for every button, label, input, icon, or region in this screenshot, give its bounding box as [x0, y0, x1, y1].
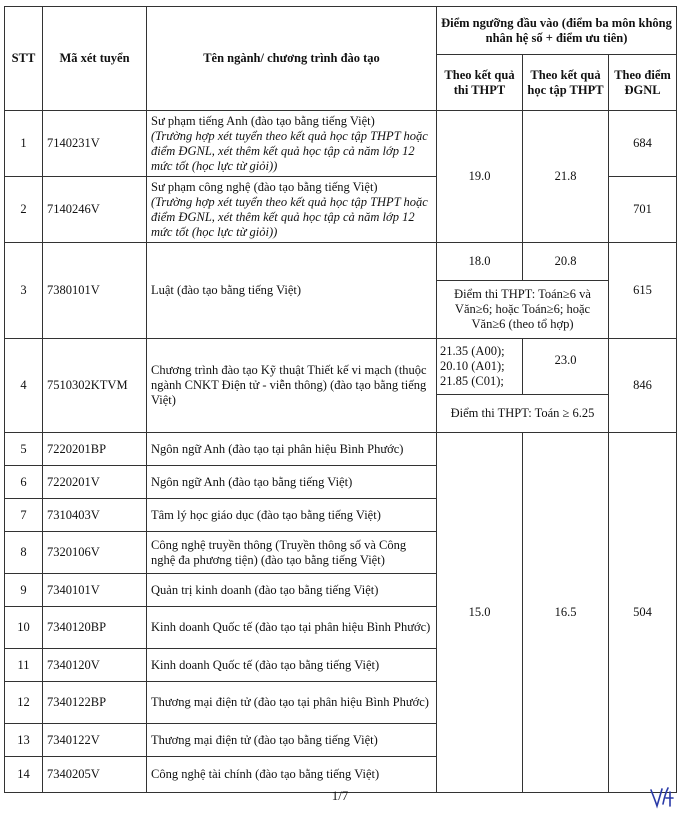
row-stt: 10 — [5, 607, 43, 649]
row-code: 7340120V — [43, 649, 147, 682]
row-code: 7220201BP — [43, 433, 147, 466]
program-name: Sư phạm tiếng Anh (đào tạo bằng tiếng Việt) — [151, 113, 375, 128]
row-stt: 3 — [5, 243, 43, 339]
row-code: 7220201V — [43, 466, 147, 499]
program-note: (Trường hợp xét tuyển theo kết quả học tập THPT hoặc điểm ĐGNL, xét thêm kết quả học tập cả năm lớp 12 mức tốt (học lực từ giỏi)) — [151, 128, 428, 173]
score-thpt-by-combination — [437, 339, 523, 395]
row-program: Ngôn ngữ Anh (đào tạo tại phân hiệu Bình Phước) — [147, 433, 437, 466]
table-row — [5, 243, 677, 281]
program-note: (Trường hợp xét tuyển theo kết quả học tập THPT hoặc điểm ĐGNL, xét thêm kết quả học tập cả năm lớp 12 mức tốt (học lực từ giỏi)) — [151, 194, 428, 239]
page-number: 1/7 — [331, 788, 349, 803]
row-code: 7310403V — [43, 499, 147, 532]
row-program: Chương trình đào tạo Kỹ thuật Thiết kế vi mạch (thuộc ngành CNKT Điện tử - viễn thông) (đào tạo bằng tiếng Việt) — [147, 339, 437, 433]
score-thpt: 19.0 — [437, 111, 523, 243]
row-code: 7340122V — [43, 724, 147, 757]
row-program — [147, 177, 437, 243]
score-thpt: 15.0 — [437, 433, 523, 793]
row-stt: 11 — [5, 649, 43, 682]
row-program: Quản trị kinh doanh (đào tạo bằng tiếng Việt) — [147, 574, 437, 607]
row-program: Công nghệ tài chính (đào tạo bằng tiếng Việt) — [147, 757, 437, 793]
row-code: 7340101V — [43, 574, 147, 607]
row-stt: 12 — [5, 682, 43, 724]
score-dgnl: 701 — [609, 177, 677, 243]
row-program — [147, 111, 437, 177]
program-name: Sư phạm công nghệ (đào tạo bằng tiếng Việt) — [151, 179, 378, 194]
row-program: Tâm lý học giáo dục (đào tạo bằng tiếng Việt) — [147, 499, 437, 532]
table-row — [5, 433, 677, 466]
row-code: 7140231V — [43, 111, 147, 177]
row-program: Công nghệ truyền thông (Truyền thông số và Công nghệ đa phương tiện) (đào tạo bằng tiếng Việt) — [147, 532, 437, 574]
row-stt: 7 — [5, 499, 43, 532]
row-stt: 2 — [5, 177, 43, 243]
row-program: Thương mại điện tử (đào tạo tại phân hiệu Bình Phước) — [147, 682, 437, 724]
score-hoctap: 16.5 — [523, 433, 609, 793]
row-program: Luật (đào tạo bằng tiếng Việt) — [147, 243, 437, 339]
score-dgnl: 846 — [609, 339, 677, 433]
row-code: 7320106V — [43, 532, 147, 574]
row-code: 7380101V — [43, 243, 147, 339]
row-program: Kinh doanh Quốc tế (đào tạo bằng tiếng Việt) — [147, 649, 437, 682]
score-hoctap: 21.8 — [523, 111, 609, 243]
score-hoctap: 23.0 — [523, 339, 609, 395]
header-thpt: Theo kết quả thi THPT — [437, 55, 523, 111]
header-threshold: Điểm ngưỡng đầu vào (điểm ba môn không nhân hệ số + điểm ưu tiên) — [437, 7, 677, 55]
row-code: 7340120BP — [43, 607, 147, 649]
score-dgnl: 615 — [609, 243, 677, 339]
row-code: 7340122BP — [43, 682, 147, 724]
header-program: Tên ngành/ chương trình đào tạo — [147, 7, 437, 111]
score-thpt: 18.0 — [437, 243, 523, 281]
row-stt: 6 — [5, 466, 43, 499]
row-code: 7140246V — [43, 177, 147, 243]
initials-signature — [648, 784, 676, 810]
thpt-condition: Điểm thi THPT: Toán ≥ 6.25 — [437, 395, 609, 433]
thpt-condition: Điểm thi THPT: Toán≥6 và Văn≥6; hoặc Toán≥6; hoặc Văn≥6 (theo tổ hợp) — [437, 281, 609, 339]
score-hoctap: 20.8 — [523, 243, 609, 281]
row-stt: 8 — [5, 532, 43, 574]
score-a00: 21.35 (A00); — [440, 344, 505, 358]
header-code: Mã xét tuyển — [43, 7, 147, 111]
header-hoctap: Theo kết quả học tập THPT — [523, 55, 609, 111]
header-stt: STT — [5, 7, 43, 111]
score-dgnl: 684 — [609, 111, 677, 177]
row-code: 7340205V — [43, 757, 147, 793]
table-row — [5, 111, 677, 177]
score-dgnl: 504 — [609, 433, 677, 793]
row-program: Kinh doanh Quốc tế (đào tạo tại phân hiệu Bình Phước) — [147, 607, 437, 649]
row-stt: 13 — [5, 724, 43, 757]
row-stt: 4 — [5, 339, 43, 433]
table-row — [5, 339, 677, 395]
score-c01: 21.85 (C01); — [440, 374, 504, 388]
row-stt: 1 — [5, 111, 43, 177]
admission-threshold-table — [4, 6, 677, 793]
row-program: Ngôn ngữ Anh (đào tạo bằng tiếng Việt) — [147, 466, 437, 499]
header-dgnl: Theo điểm ĐGNL — [609, 55, 677, 111]
row-stt: 5 — [5, 433, 43, 466]
row-stt: 9 — [5, 574, 43, 607]
row-program: Thương mại điện tử (đào tạo bằng tiếng Việt) — [147, 724, 437, 757]
row-stt: 14 — [5, 757, 43, 793]
row-code: 7510302KTVM — [43, 339, 147, 433]
score-a01: 20.10 (A01); — [440, 359, 505, 373]
